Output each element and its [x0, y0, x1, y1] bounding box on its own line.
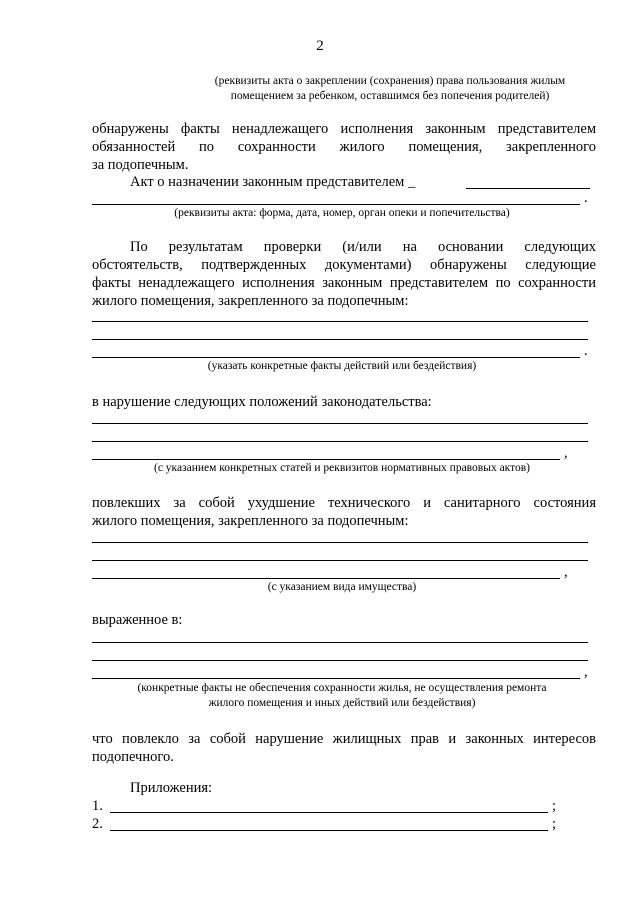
expressed-fill-line-2[interactable]: [92, 660, 588, 661]
appointment-act-fill-line-2[interactable]: [92, 204, 580, 205]
inspection-end-mark: .: [584, 343, 588, 359]
header-note-line-2: помещением за ребенком, оставшимся без попечения родителей): [230, 90, 550, 102]
inspection-fill-line-2[interactable]: [92, 339, 588, 340]
inspection-fill-line-1[interactable]: [92, 321, 588, 322]
deterioration-line-2: жилого помещения, закрепленного за подопечным:: [92, 513, 409, 529]
intro-line-1: обнаружены факты ненадлежащего исполнения законным представителем: [92, 121, 596, 137]
deterioration-fill-line-3[interactable]: [92, 578, 560, 579]
appointment-act-fill-line-1[interactable]: [466, 188, 590, 189]
header-note: [150, 74, 630, 104]
consequence-paragraph: [92, 730, 596, 766]
violation-fill-line-2[interactable]: [92, 441, 588, 442]
expressed-note: [92, 681, 592, 711]
appointment-act-end-mark: .: [584, 190, 588, 206]
consequence-line-2: подопечного.: [92, 749, 174, 765]
attachment-2-fill-line[interactable]: [110, 830, 548, 831]
inspection-line-1: По результатам проверки (и/или на основании следующих: [130, 239, 596, 255]
attachment-1-end-mark: ;: [552, 798, 557, 814]
violation-note: (с указанием конкретных статей и реквизитов нормативных правовых актов): [153, 462, 530, 474]
expressed-note-line-1: (конкретные факты не обеспечения сохранности жилья, не осуществления ремонта: [137, 682, 547, 694]
attachment-2-number: 2.: [92, 816, 103, 832]
intro-paragraph: [92, 120, 596, 174]
expressed-fill-line-3[interactable]: [92, 678, 580, 679]
deterioration-note: (с указанием вида имущества): [267, 581, 417, 593]
attachment-2-end-mark: ;: [552, 816, 557, 832]
violation-fill-line-3[interactable]: [92, 459, 560, 460]
appointment-act-label: Акт о назначении законным представителем _: [130, 174, 416, 190]
inspection-line-4: жилого помещения, закрепленного за подопечным:: [92, 293, 409, 309]
consequence-line-1: что повлекло за собой нарушение жилищных прав и законных интересов: [92, 731, 596, 747]
expressed-label: выраженное в:: [92, 612, 183, 628]
intro-line-3: за подопечным.: [92, 157, 189, 173]
inspection-paragraph: [92, 238, 596, 310]
violation-fill-line-1[interactable]: [92, 423, 588, 424]
inspection-line-2: обстоятельств, подтвержденных документами) обнаружены следующие: [92, 257, 596, 273]
expressed-fill-line-1[interactable]: [92, 642, 588, 643]
page-number: 2: [316, 38, 324, 54]
violation-end-mark: ,: [564, 445, 568, 461]
deterioration-paragraph: [92, 494, 596, 530]
expressed-end-mark: ,: [584, 664, 588, 680]
inspection-line-3: факты ненадлежащего исполнения законным представителем по сохранности: [92, 275, 596, 291]
header-note-line-1: (реквизиты акта о закреплении (сохранения) права пользования жилым: [214, 75, 566, 87]
deterioration-fill-line-1[interactable]: [92, 542, 588, 543]
attachment-1-fill-line[interactable]: [110, 812, 548, 813]
appointment-act-note: (реквизиты акта: форма, дата, номер, орган опеки и попечительства): [174, 207, 510, 219]
attachments-title: Приложения:: [130, 780, 213, 796]
inspection-note: (указать конкретные факты действий или бездействия): [207, 360, 477, 372]
deterioration-end-mark: ,: [564, 564, 568, 580]
deterioration-line-1: повлекших за собой ухудшение технического и санитарного состояния: [92, 495, 596, 511]
deterioration-fill-line-2[interactable]: [92, 560, 588, 561]
attachment-1-number: 1.: [92, 798, 103, 814]
intro-line-2: обязанностей по сохранности жилого помещения, закрепленного: [92, 139, 596, 155]
inspection-fill-line-3[interactable]: [92, 357, 580, 358]
violation-label: в нарушение следующих положений законодательства:: [92, 394, 432, 410]
expressed-note-line-2: жилого помещения и иных действий или бездействия): [208, 697, 476, 709]
